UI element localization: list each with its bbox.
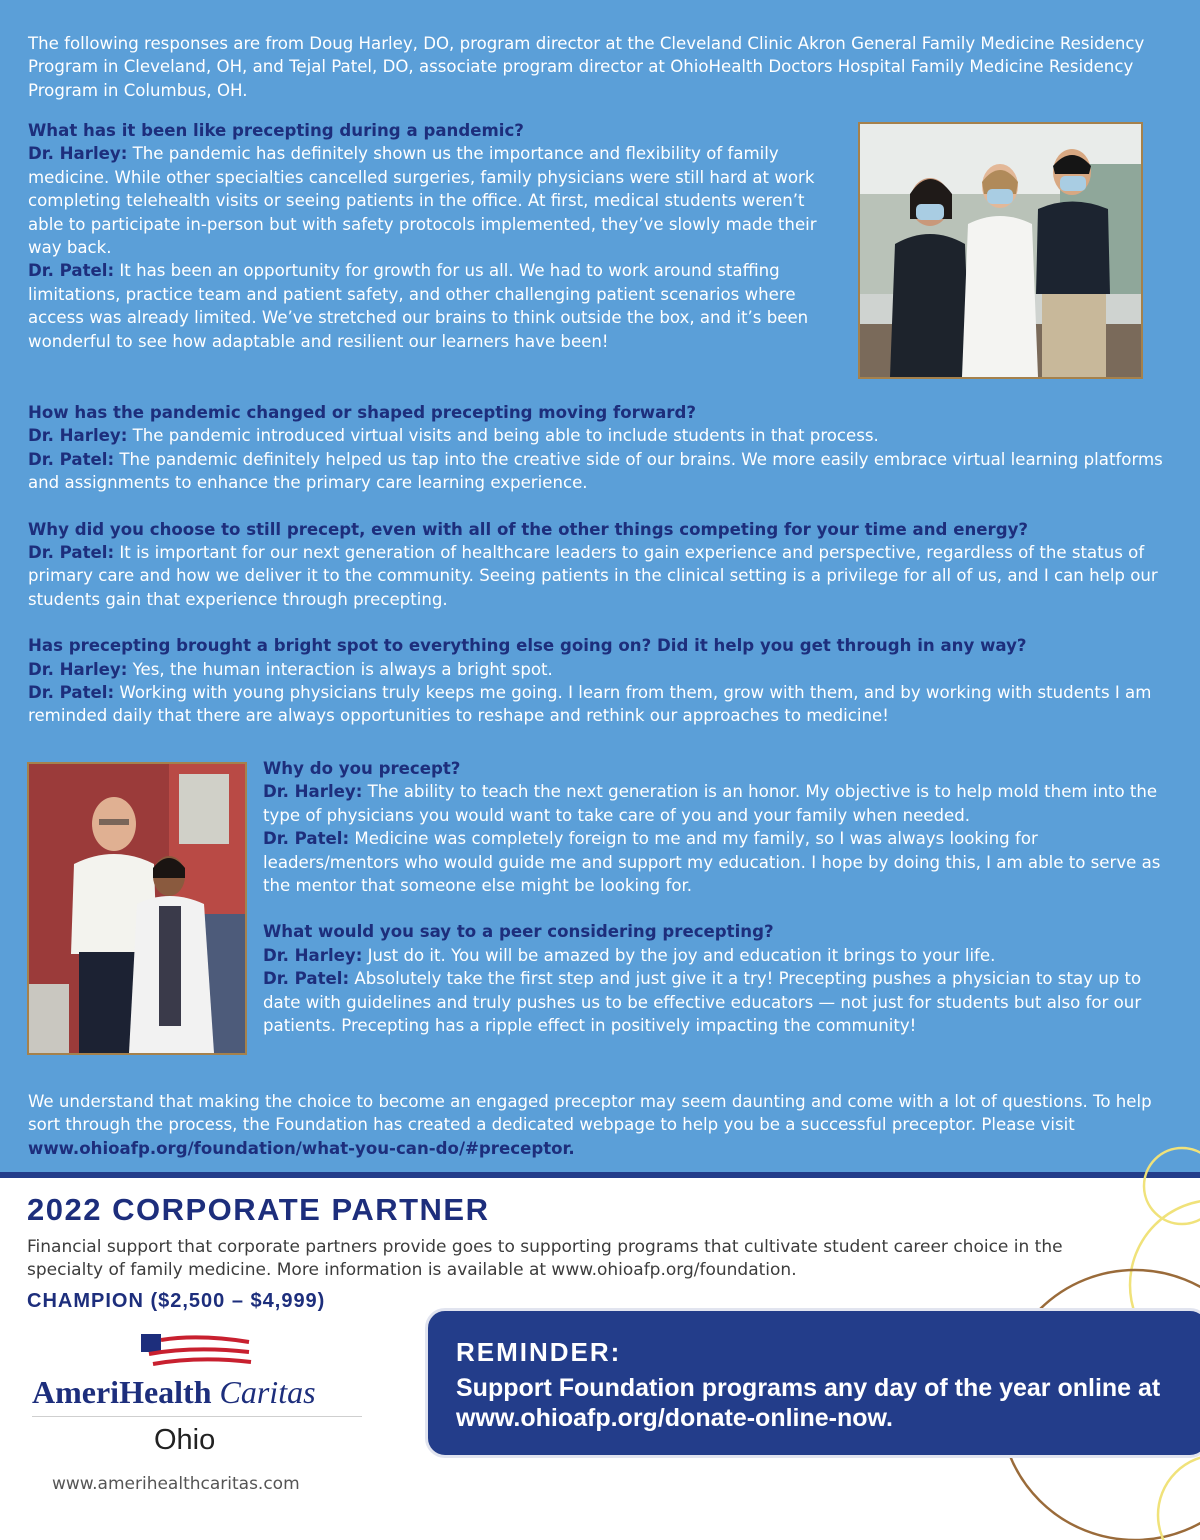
answer-text: Just do it. You will be amazed by the joy and education it brings to your life.: [367, 945, 996, 965]
speaker-label: Dr. Harley:: [28, 144, 128, 164]
partner-level: CHAMPION ($2,500 – $4,999): [27, 1290, 326, 1312]
question-2: How has the pandemic changed or shaped precepting moving forward?: [28, 403, 696, 422]
qa-block-5-6: [263, 757, 1163, 1037]
answer-text: It is important for our next generation of healthcare leaders to gain experience and perspective, regardless of the status of primary care and how we deliver it to the community. Seeing patients in the clinical setting is a privilege for all of us, and I can help our students gain that experience through precepting.: [28, 543, 1158, 609]
speaker-label: Dr. Harley:: [28, 659, 128, 679]
logo-wordmark: [32, 1374, 316, 1411]
logo-region: Ohio: [154, 1424, 216, 1456]
speaker-label: Dr. Patel:: [263, 969, 350, 989]
answer-5-patel: [263, 827, 1163, 897]
question-3: Why did you choose to still precept, even with all of the other things competing for your time and energy?: [28, 519, 1029, 539]
reminder-body[interactable]: Support Foundation programs any day of the year online at www.ohioafp.org/donate-online-now.: [456, 1374, 1161, 1432]
question-1: What has it been like precepting during a pandemic?: [28, 121, 524, 140]
qa-block-1: [28, 119, 836, 353]
reminder-title: REMINDER:: [456, 1337, 622, 1367]
answer-text: The pandemic introduced virtual visits and being able to include students in that process.: [132, 426, 879, 446]
answer-text: It has been an opportunity for growth for us all. We had to work around staffing limitations, practice team and patient safety, and other challenging patient scenarios where access was already limited. We’ve stretched our brains to think outside the box, and it’s been wonderful to see how adaptable and resilient our learners have been!: [28, 261, 809, 351]
answer-2-patel: [28, 448, 1163, 495]
partner-title: 2022 CORPORATE PARTNER: [27, 1192, 490, 1227]
answer-6-patel: [263, 967, 1163, 1037]
speaker-label: Dr. Harley:: [263, 782, 363, 802]
speaker-label: Dr. Patel:: [28, 449, 115, 469]
intro-block: [28, 32, 1148, 102]
question-4: Has precepting brought a bright spot to everything else going on? Did it help you get through in any way?: [28, 636, 1027, 656]
closing-paragraph: [28, 1090, 1163, 1160]
answer-1-harley: [28, 142, 836, 259]
question-5: Why do you precept?: [263, 759, 461, 778]
logo-divider: [32, 1416, 362, 1417]
photo-two-preceptors: [27, 762, 247, 1055]
closing-block: [28, 1090, 1163, 1160]
speaker-label: Dr. Patel:: [28, 543, 115, 563]
answer-4-patel: [28, 681, 1163, 728]
qa-block-2-4: [28, 401, 1163, 728]
logo-name-bold: AmeriHealth: [32, 1374, 212, 1410]
amerihealth-caritas-logo[interactable]: [24, 1330, 374, 1460]
speaker-label: Dr. Patel:: [263, 829, 350, 849]
reminder-box: [425, 1308, 1200, 1458]
question-6: What would you say to a peer considering precepting?: [263, 922, 774, 942]
speaker-label: Dr. Harley:: [263, 945, 363, 965]
intro-text: The following responses are from Doug Harley, DO, program director at the Cleveland Clinic Akron General Family Medicine Residency Program in Cleveland, OH, and Tejal Patel, DO, associate program director at OhioHealth Doctors Hospital Family Medicine Residency Program in Columbus, OH.: [28, 34, 1145, 100]
partner-body: Financial support that corporate partners provide goes to supporting programs that cultivate student career choice in the specialty of family medicine. More information is available at www.ohioafp.org/foundation.: [27, 1237, 1063, 1280]
deco-circle-gold-low: [1158, 1455, 1200, 1540]
answer-3-patel: [28, 541, 1163, 611]
partner-url[interactable]: www.amerihealthcaritas.com: [52, 1474, 300, 1494]
answer-text: The ability to teach the next generation is an honor. My objective is to help mold them into the type of physicians you would want to take care of you and your family when needed.: [263, 782, 1158, 825]
answer-text: Medicine was completely foreign to me and my family, so I was always looking for leaders/mentors who would guide me and support my education. I hope by doing this, I am able to serve as the mentor that someone else might be looking for.: [263, 829, 1161, 896]
speaker-label: Dr. Harley:: [28, 426, 128, 446]
answer-4-harley: [28, 658, 1163, 681]
speaker-label: Dr. Patel:: [28, 683, 115, 703]
photo-three-preceptors: [858, 122, 1143, 379]
logo-name-italic: Caritas: [219, 1374, 316, 1410]
answer-6-harley: [263, 944, 1163, 967]
closing-text: We understand that making the choice to become an engaged preceptor may seem daunting and come with a lot of questions. To help sort through the process, the Foundation has created a dedicated webpage to help you be a successful preceptor. Please visit: [28, 1092, 1152, 1135]
preceptor-link[interactable]: www.ohioafp.org/foundation/what-you-can-do/#preceptor.: [28, 1138, 575, 1158]
speaker-label: Dr. Patel:: [28, 261, 115, 281]
answer-2-harley: [28, 424, 1163, 447]
answer-text: Absolutely take the first step and just give it a try! Precepting pushes a physician to stay up to date with guidelines and truly pushes us to be effective educators — not just for students but also for our patients. Precepting has a ripple effect in positively impacting the community!: [263, 969, 1142, 1036]
answer-1-patel: [28, 259, 836, 353]
answer-text: Yes, the human interaction is always a bright spot.: [132, 659, 553, 679]
answer-text: The pandemic has definitely shown us the importance and flexibility of family medicine. While other specialties cancelled surgeries, family physicians were still hard at work completing telehealth visits or seeing patients in the office. At first, medical students weren’t able to participate in-person but with safety protocols implemented, they’ve slowly made their way back.: [28, 144, 817, 258]
section-divider: [0, 1172, 1200, 1178]
answer-5-harley: [263, 780, 1163, 827]
answer-text: Working with young physicians truly keeps me going. I learn from them, grow with them, and by working with students I am reminded daily that there are always opportunities to reshape and rethink our approaches to medicine!: [28, 683, 1152, 726]
flag-icon: [139, 1332, 259, 1372]
answer-text: The pandemic definitely helped us tap into the creative side of our brains. We more easily embrace virtual learning platforms and assignments to enhance the primary care learning experience.: [28, 449, 1163, 493]
